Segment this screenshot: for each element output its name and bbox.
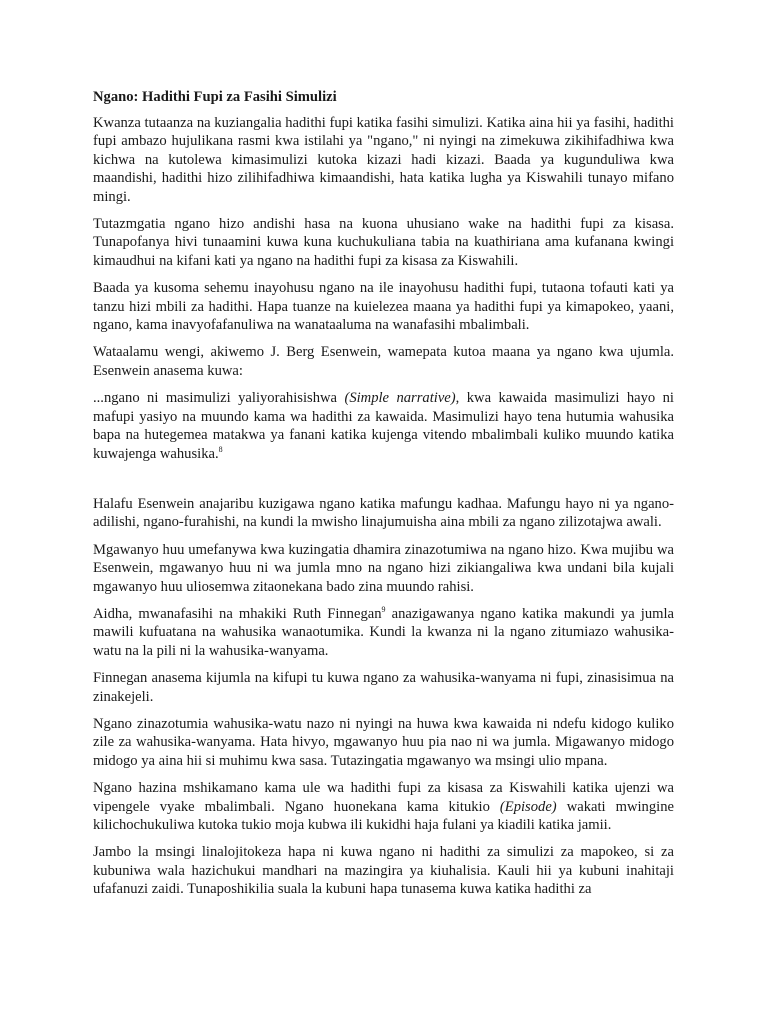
paragraph-7-end: anazigawanya ngano katika makundi ya jumla mawili kufuatana na wahusika wanaotumika. Kundi la kwanza ni la ngano zitumiazo wahusika-watu na la pili ni la wahusika-wanyama. — [93, 605, 674, 659]
paragraph-10-end: wakati mwingine kilichochukuliwa kutoka tukio moja kubwa ili kukidhi haja fulani ya kiadili katika jamii. — [93, 798, 674, 833]
paragraph-2: Tutazmgatia ngano hizo andishi hasa na kuona uhusiano wake na hadithi fupi za kisasa. Tunapofanya hivi tunaamini kuwa kuna kuchukuliana tabia na kuathiriana ama kufanana kwingi kimaudhui na kifani kati ya ngano na hadithi fupi za kisasa za Kiswahili. — [93, 216, 674, 269]
paragraph-10-start: Ngano hazina mshikamano kama ule wa hadithi fupi za kisasa za Kiswahili katika ujenzi wa vipengele vyake mbalimbali. Ngano huonekana kama kitukio — [93, 780, 674, 815]
paragraph-5: Halafu Esenwein anajaribu kuzigawa ngano katika mafungu kadhaa. Mafungu hayo ni ya ngano-adilishi, ngano-furahishi, na kundi la mwisho linajumuisha aina mbili za ngano zilizotajwa awali. — [93, 495, 674, 531]
paragraph-4: Wataalamu wengi, akiwemo J. Berg Esenwein, wamepata kutoa maana ya ngano kwa ujumla. Esenwein anasema kuwa: — [93, 344, 674, 379]
paragraph-10-italic-term: (Episode) — [499, 798, 557, 815]
paragraph-10 — [93, 779, 674, 834]
quote-text-start: ...ngano ni masimulizi yaliyorahisishwa — [93, 390, 345, 407]
paragraph-8: Finnegan anasema kijumla na kifupi tu kuwa ngano za wahusika-wanyama ni fupi, zinasisimua na zinakejeli. — [93, 670, 674, 705]
paragraph-1: Kwanza tutaanza na kuziangalia hadithi fupi katika fasihi simulizi. Katika aina hii ya fasihi, hadithi fupi ambazo hujulikana rasmi kwa istilahi ya "ngano," ni nyingi na zimekuwa zikihifadhiwa kwa kichwa na kutolewa kimasimulizi kutoka kizazi hadi kizazi. Baada ya kugunduliwa kwa maandishi, hadithi hizo zilihifadhiwa kimaandishi, hata katika lugha ya Kiswahili tunayo mifano mingi. — [93, 115, 674, 205]
footnote-ref-8: 8 — [218, 444, 223, 454]
paragraph-9: Ngano zinazotumia wahusika-watu nazo ni nyingi na huwa kwa kawaida ni ndefu kidogo kuliko zile za wahusika-wanyama. Hata hivyo, mgawanyo huu pia nao ni wa jumla. Migawanyo midogo midogo ya aina hii si muhimu kwa sasa. Tutazingatia mgawanyo wa msingi ulio mpana. — [93, 715, 674, 769]
quote-italic-term: (Simple narrative) — [344, 390, 456, 407]
paragraph-7 — [93, 605, 674, 660]
paragraph-3: Baada ya kusoma sehemu inayohusu ngano na ile inayohusu hadithi fupi, tutaona tofauti kati ya tanzu hizi mbili za hadithi. Hapa tuanze na kuielezea maana ya hadithi fupi ya kimapokeo, yaani, ngano, kama inavyofafanuliwa na wanataaluma na wanafasihi mbalimbali. — [93, 280, 674, 334]
paragraph-7-start: Aidha, mwanafasihi na mhakiki Ruth Finnegan — [93, 605, 382, 622]
footnote-ref-9: 9 — [381, 605, 386, 615]
paragraph-6: Mgawanyo huu umefanywa kwa kuzingatia dhamira zinazotumiwa na ngano hizo. Kwa mujibu wa Esenwein, mgawanyo huu ni wa jumla mno na ngano hizi zikiangaliwa kwa undani bila kujali mgawanyo huu uliosemwa zitaonekana bado zina muundo rahisi. — [93, 541, 674, 595]
paragraph-11: Jambo la msingi linalojitokeza hapa ni kuwa ngano ni hadithi za simulizi za mapokeo, si za kubuniwa wala hazichukui mandhari na mazingira ya kiuhalisia. Kauli hii ya kubuni inahitaji ufafanuzi zaidi. Tunaposhikilia suala la kubuni hapa tunasema kuwa katika hadithi za — [93, 844, 674, 898]
document-title: Ngano: Hadithi Fupi za Fasihi Simulizi — [93, 89, 337, 105]
block-quote — [93, 389, 674, 463]
quote-text-end: , kwa kawaida masimulizi hayo ni mafupi yasiyo na muundo kama wa hadithi za kawaida. Masimulizi hayo tena hutumia wahusika bapa na hutegemea matakwa ya fanani katika kujenga vitendo mbalimbali kuliko muundo katika kuwajenga wahusika. — [93, 390, 674, 462]
